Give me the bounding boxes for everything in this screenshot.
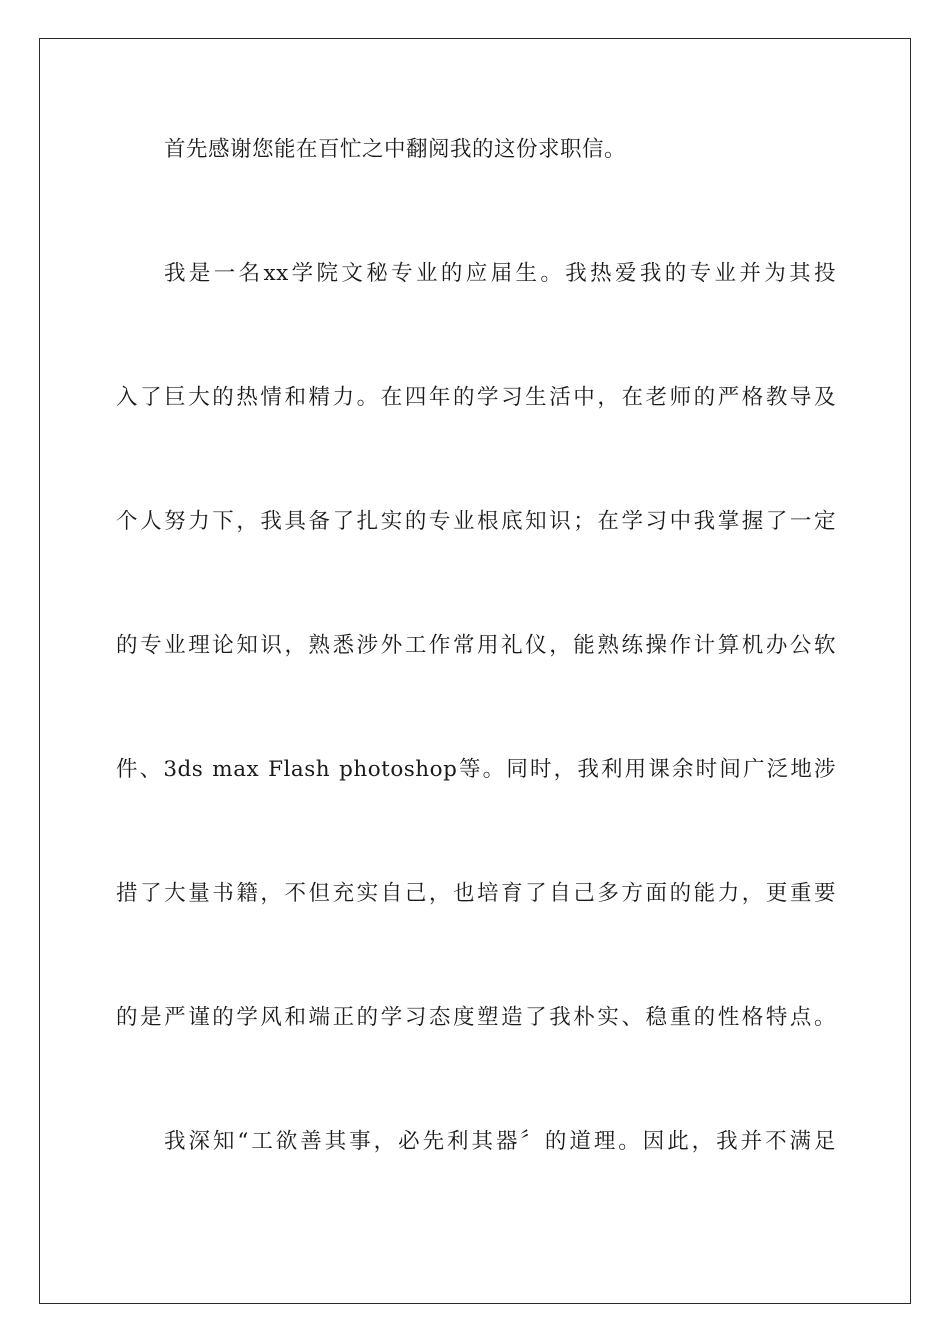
paragraph-2-line-6: 措了大量书籍，不但充实自己，也培育了自己多方面的能力，更重要 [116,881,836,906]
paragraph-2-line-1: 我是一名xx学院文秘专业的应届生。我热爱我的专业并为其投 [164,261,836,286]
paragraph-2-line-7: 的是严谨的学风和端正的学习态度塑造了我朴实、稳重的性格特点。 [116,1005,836,1030]
page-border [39,38,911,1304]
paragraph-2-line-2: 入了巨大的热情和精力。在四年的学习生活中，在老师的严格教导及 [116,385,836,410]
paragraph-2-line-3: 个人努力下，我具备了扎实的专业根底知识；在学习中我掌握了一定 [116,509,836,534]
paragraph-2-line-4: 的专业理论知识，熟悉涉外工作常用礼仪，能熟练操作计算机办公软 [116,633,836,658]
paragraph-2-line-5: 件、3ds max Flash photoshop等。同时，我利用课余时间广泛地涉 [116,757,836,782]
paragraph-3-line-1: 我深知“工欲善其事，必先利其器〞的道理。因此，我并不满足 [164,1129,836,1154]
paragraph-1-line-1: 首先感谢您能在百忙之中翻阅我的这份求职信。 [164,137,627,162]
